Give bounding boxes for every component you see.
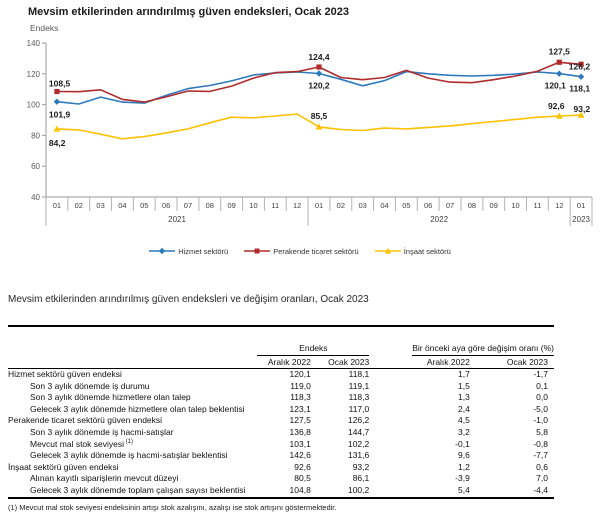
table-cell: 120,1 bbox=[289, 369, 311, 379]
month-label: 07 bbox=[183, 201, 193, 210]
table-cell: 123,1 bbox=[289, 403, 311, 414]
table-cell: 103,1 bbox=[289, 438, 311, 449]
table-cell: -1,7 bbox=[533, 369, 548, 379]
table-row bbox=[8, 439, 554, 451]
table-cell: -4,4 bbox=[533, 484, 548, 495]
table-cell: 5,8 bbox=[536, 426, 548, 437]
month-label: 06 bbox=[161, 201, 171, 210]
data-point-marker bbox=[316, 70, 322, 76]
month-label: 12 bbox=[292, 201, 302, 210]
table-cell: 0,1 bbox=[536, 380, 548, 391]
table-cell: -0,8 bbox=[533, 438, 548, 449]
table-cell: 9,6 bbox=[457, 450, 470, 461]
y-tick-label: 80 bbox=[31, 131, 40, 141]
month-label: 12 bbox=[555, 201, 564, 210]
legend-label: İnşaat sektörü bbox=[403, 246, 451, 256]
data-label: 124,4 bbox=[308, 52, 330, 63]
group-header-row bbox=[8, 326, 554, 356]
chart-legend bbox=[0, 246, 600, 256]
footnote-marker: (1) bbox=[124, 438, 133, 445]
year-label: 2021 bbox=[168, 215, 186, 224]
table-cell: 0,6 bbox=[536, 461, 548, 472]
data-label: 92,6 bbox=[547, 100, 565, 111]
chart-title: Mevsim etkilerinden arındırılmış güven endeksleri, Ocak 2023 bbox=[28, 6, 349, 18]
column-header: Ocak 2023 bbox=[470, 356, 554, 369]
row-label: Son 3 aylık dönemde iş hacmi-satışlar bbox=[30, 426, 174, 437]
month-label: 07 bbox=[445, 201, 455, 210]
table-row bbox=[8, 485, 554, 498]
table-cell: 0,0 bbox=[536, 392, 548, 403]
data-label: 118,1 bbox=[569, 83, 591, 94]
table-row bbox=[8, 415, 554, 427]
group-header: Endeks bbox=[257, 343, 369, 356]
row-label: Son 3 aylık dönemde iş durumu bbox=[30, 380, 150, 391]
legend-item-1 bbox=[244, 246, 358, 256]
table-cell: -0,1 bbox=[455, 438, 470, 449]
row-label: Gelecek 3 aylık dönemde iş hacmi-satışlar beklentisi bbox=[30, 450, 228, 461]
data-label: 127,5 bbox=[548, 46, 570, 57]
table-row bbox=[8, 404, 554, 416]
column-header: Aralık 2022 bbox=[245, 356, 310, 369]
month-label: 10 bbox=[249, 201, 258, 210]
y-tick-label: 100 bbox=[26, 100, 40, 110]
table-cell: 118,3 bbox=[348, 392, 370, 403]
row-label: Son 3 aylık dönemde hizmetlere olan talep bbox=[30, 392, 191, 403]
year-label: 2023 bbox=[572, 215, 590, 224]
table-cell: 93,2 bbox=[352, 461, 370, 472]
month-label: 02 bbox=[336, 201, 346, 210]
data-point-marker bbox=[557, 60, 562, 65]
table-cell: 100,2 bbox=[347, 484, 370, 495]
column-header: Aralık 2022 bbox=[369, 356, 470, 369]
table-row bbox=[8, 427, 554, 439]
data-point-marker bbox=[54, 89, 59, 94]
month-label: 01 bbox=[314, 201, 324, 210]
table-cell: 92,6 bbox=[294, 461, 311, 472]
y-tick-label: 120 bbox=[26, 69, 40, 79]
table-title: Mevsim etkilerinden arındırılmış güven endeksleri ve değişim oranları, Ocak 2023 bbox=[8, 294, 369, 305]
month-label: 04 bbox=[118, 201, 127, 210]
table-cell: 144,7 bbox=[347, 426, 370, 437]
month-label: 06 bbox=[424, 201, 433, 210]
table-row bbox=[8, 381, 554, 393]
table-cell: -1,0 bbox=[533, 415, 548, 426]
table-row bbox=[8, 462, 554, 474]
table-footnote: (1) Mevcut mal stok seviyesi endeksinin artışı stok azalışını, azalışı ise stok artışını göstermektedir. bbox=[8, 503, 337, 512]
data-label: 120,2 bbox=[308, 80, 330, 91]
y-tick-label: 140 bbox=[26, 39, 40, 48]
legend-label: Hizmet sektörü bbox=[178, 246, 229, 256]
group-header: Bir önceki aya göre değişim oranı (%) bbox=[412, 343, 554, 356]
diamond-marker-icon bbox=[149, 246, 175, 256]
data-point-marker bbox=[556, 70, 562, 76]
table-row bbox=[8, 369, 554, 381]
table-cell: 1,7 bbox=[457, 369, 470, 379]
month-label: 09 bbox=[489, 201, 498, 210]
row-label: Gelecek 3 aylık dönemde toplam çalışan sayısı beklentisi bbox=[30, 484, 246, 495]
y-axis-title: Endeks bbox=[30, 23, 59, 33]
table-row bbox=[8, 392, 554, 404]
month-label: 05 bbox=[140, 201, 149, 210]
table-cell: 2,4 bbox=[457, 403, 470, 414]
table-cell: 117,0 bbox=[348, 403, 370, 414]
data-label: 120,1 bbox=[544, 80, 566, 91]
column-header-row bbox=[8, 356, 554, 369]
table-cell: 7,0 bbox=[536, 473, 548, 484]
table-cell: -7,7 bbox=[533, 450, 548, 461]
table-cell: 136,8 bbox=[289, 426, 311, 437]
legend-item-2 bbox=[375, 246, 451, 256]
month-label: 01 bbox=[576, 201, 586, 210]
row-label: İnşaat sektörü güven endeksi bbox=[8, 461, 119, 472]
table-body bbox=[8, 369, 554, 498]
month-label: 11 bbox=[271, 201, 280, 210]
table-cell: 118,1 bbox=[348, 369, 370, 379]
table-cell: 119,1 bbox=[348, 380, 370, 391]
data-label: 85,5 bbox=[310, 110, 328, 121]
table-cell: 118,3 bbox=[290, 392, 311, 403]
table-cell: 1,2 bbox=[457, 461, 470, 472]
row-label: Perakende ticaret sektörü güven endeksi bbox=[8, 415, 163, 426]
row-label: Gelecek 3 aylık dönemde hizmetlere olan talep beklentisi bbox=[30, 403, 245, 414]
y-tick-label: 60 bbox=[31, 162, 40, 172]
month-label: 08 bbox=[467, 201, 477, 210]
month-label: 08 bbox=[205, 201, 214, 210]
month-label: 04 bbox=[380, 201, 389, 210]
table-cell: 4,5 bbox=[457, 415, 470, 426]
table-cell: 119,0 bbox=[290, 380, 311, 391]
row-label: Mevcut mal stok seviyesi $^{(1)}$ bbox=[30, 438, 133, 449]
table-cell: 131,6 bbox=[347, 450, 370, 461]
table-cell: 102,2 bbox=[347, 438, 370, 449]
table-cell: 126,2 bbox=[347, 415, 370, 426]
table-row bbox=[8, 473, 554, 485]
indices-table bbox=[8, 325, 554, 499]
table-cell: 104,8 bbox=[289, 484, 311, 495]
data-point-marker bbox=[578, 74, 584, 80]
square-marker-icon bbox=[244, 246, 270, 256]
table-cell: 5,4 bbox=[457, 484, 470, 495]
y-tick-label: 40 bbox=[31, 193, 40, 202]
data-label: 93,2 bbox=[573, 104, 591, 115]
column-header: Ocak 2023 bbox=[311, 356, 369, 369]
month-label: 01 bbox=[52, 201, 62, 210]
row-label: Hizmet sektörü güven endeksi bbox=[8, 369, 122, 379]
table-header bbox=[8, 326, 554, 369]
month-label: 10 bbox=[511, 201, 520, 210]
data-point-marker bbox=[54, 98, 60, 104]
data-label: 84,2 bbox=[48, 137, 66, 148]
month-label: 03 bbox=[358, 201, 367, 210]
table-cell: -5,0 bbox=[533, 403, 548, 414]
data-label: 126,2 bbox=[568, 61, 591, 72]
table-cell: 127,5 bbox=[289, 415, 311, 426]
table-row bbox=[8, 450, 554, 462]
month-label: 09 bbox=[227, 201, 236, 210]
data-label: 101,9 bbox=[48, 109, 71, 120]
month-label: 03 bbox=[96, 201, 105, 210]
row-label: Alınan kayıtlı siparişlerin mevcut düzeyi bbox=[30, 473, 179, 484]
table-cell: 86,1 bbox=[352, 473, 370, 484]
year-label: 2022 bbox=[430, 215, 449, 224]
triangle-marker-icon bbox=[375, 246, 401, 256]
month-label: 05 bbox=[402, 201, 411, 210]
data-label: 108,5 bbox=[48, 78, 71, 89]
table-cell: -3,9 bbox=[455, 473, 470, 484]
month-label: 11 bbox=[533, 201, 542, 210]
legend-item-0 bbox=[149, 246, 228, 256]
table-cell: 1,5 bbox=[457, 380, 470, 391]
data-point-marker bbox=[316, 64, 321, 69]
legend-label: Perakende ticaret sektörü bbox=[273, 246, 359, 256]
table-cell: 80,5 bbox=[294, 473, 311, 484]
table-cell: 3,2 bbox=[457, 426, 470, 437]
table-cell: 1,3 bbox=[457, 392, 470, 403]
confidence-index-chart bbox=[0, 0, 600, 238]
table-cell: 142,6 bbox=[289, 450, 311, 461]
month-label: 02 bbox=[74, 201, 83, 210]
